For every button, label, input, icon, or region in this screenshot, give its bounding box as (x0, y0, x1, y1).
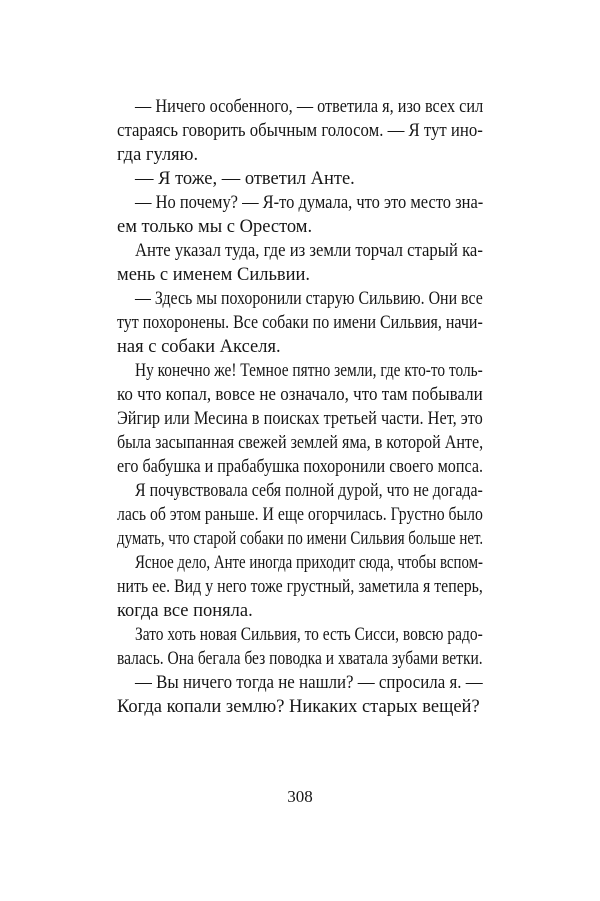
text-line: нить ее. Вид у него тоже грустный, заметила я теперь, (117, 577, 483, 597)
text-line: тут похоронены. Все собаки по имени Сильвия, начи- (117, 313, 483, 333)
text-line: его бабушка и прабабушка похоронили своего мопса. (117, 457, 484, 477)
text-line: Зато хоть новая Сильвия, то есть Сисси, вовсю радо- (135, 625, 483, 645)
text-line: ная с собаки Акселя. (117, 337, 281, 357)
text-line: — Здесь мы похоронили старую Сильвию. Они все (135, 289, 483, 309)
text-line: стараясь говорить обычным голосом. — Я тут ино- (117, 121, 483, 141)
text-line: Ясное дело, Анте иногда приходит сюда, чтобы вспом- (135, 553, 483, 573)
text-line: когда все поняла. (117, 601, 253, 621)
text-line: — Ничего особенного, — ответила я, изо всех сил (135, 97, 484, 117)
text-line: думать, что старой собаки по имени Сильвия больше нет. (117, 529, 484, 549)
text-line: валась. Она бегала без поводка и хватала зубами ветки. (117, 649, 483, 669)
text-line: — Но почему? — Я-то думала, что это место зна- (135, 193, 484, 213)
text-line: Я почувствовала себя полной дурой, что не догада- (135, 481, 483, 501)
text-line: Анте указал туда, где из земли торчал старый ка- (135, 241, 483, 261)
text-line: была засыпанная свежей землей яма, в которой Анте, (117, 433, 484, 453)
text-line: лась об этом раньше. И еще огорчилась. Грустно было (117, 505, 483, 525)
text-line: — Я тоже, — ответил Анте. (135, 169, 355, 189)
text-line: Эйгир или Месина в поисках третьей части. Нет, это (117, 409, 483, 429)
page-number: 308 (287, 787, 313, 806)
text-line: мень с именем Сильвии. (117, 265, 311, 285)
text-line: ко что копал, вовсе не означало, что там побывали (117, 385, 483, 405)
text-line: Ну конечно же! Темное пятно земли, где кто-то толь- (135, 361, 483, 381)
text-line: — Вы ничего тогда не нашли? — спросила я. — (135, 673, 483, 693)
text-line: Когда копали землю? Никаких старых вещей? (117, 697, 480, 717)
text-line: ем только мы с Орестом. (117, 217, 313, 237)
text-line: гда гуляю. (117, 145, 199, 165)
